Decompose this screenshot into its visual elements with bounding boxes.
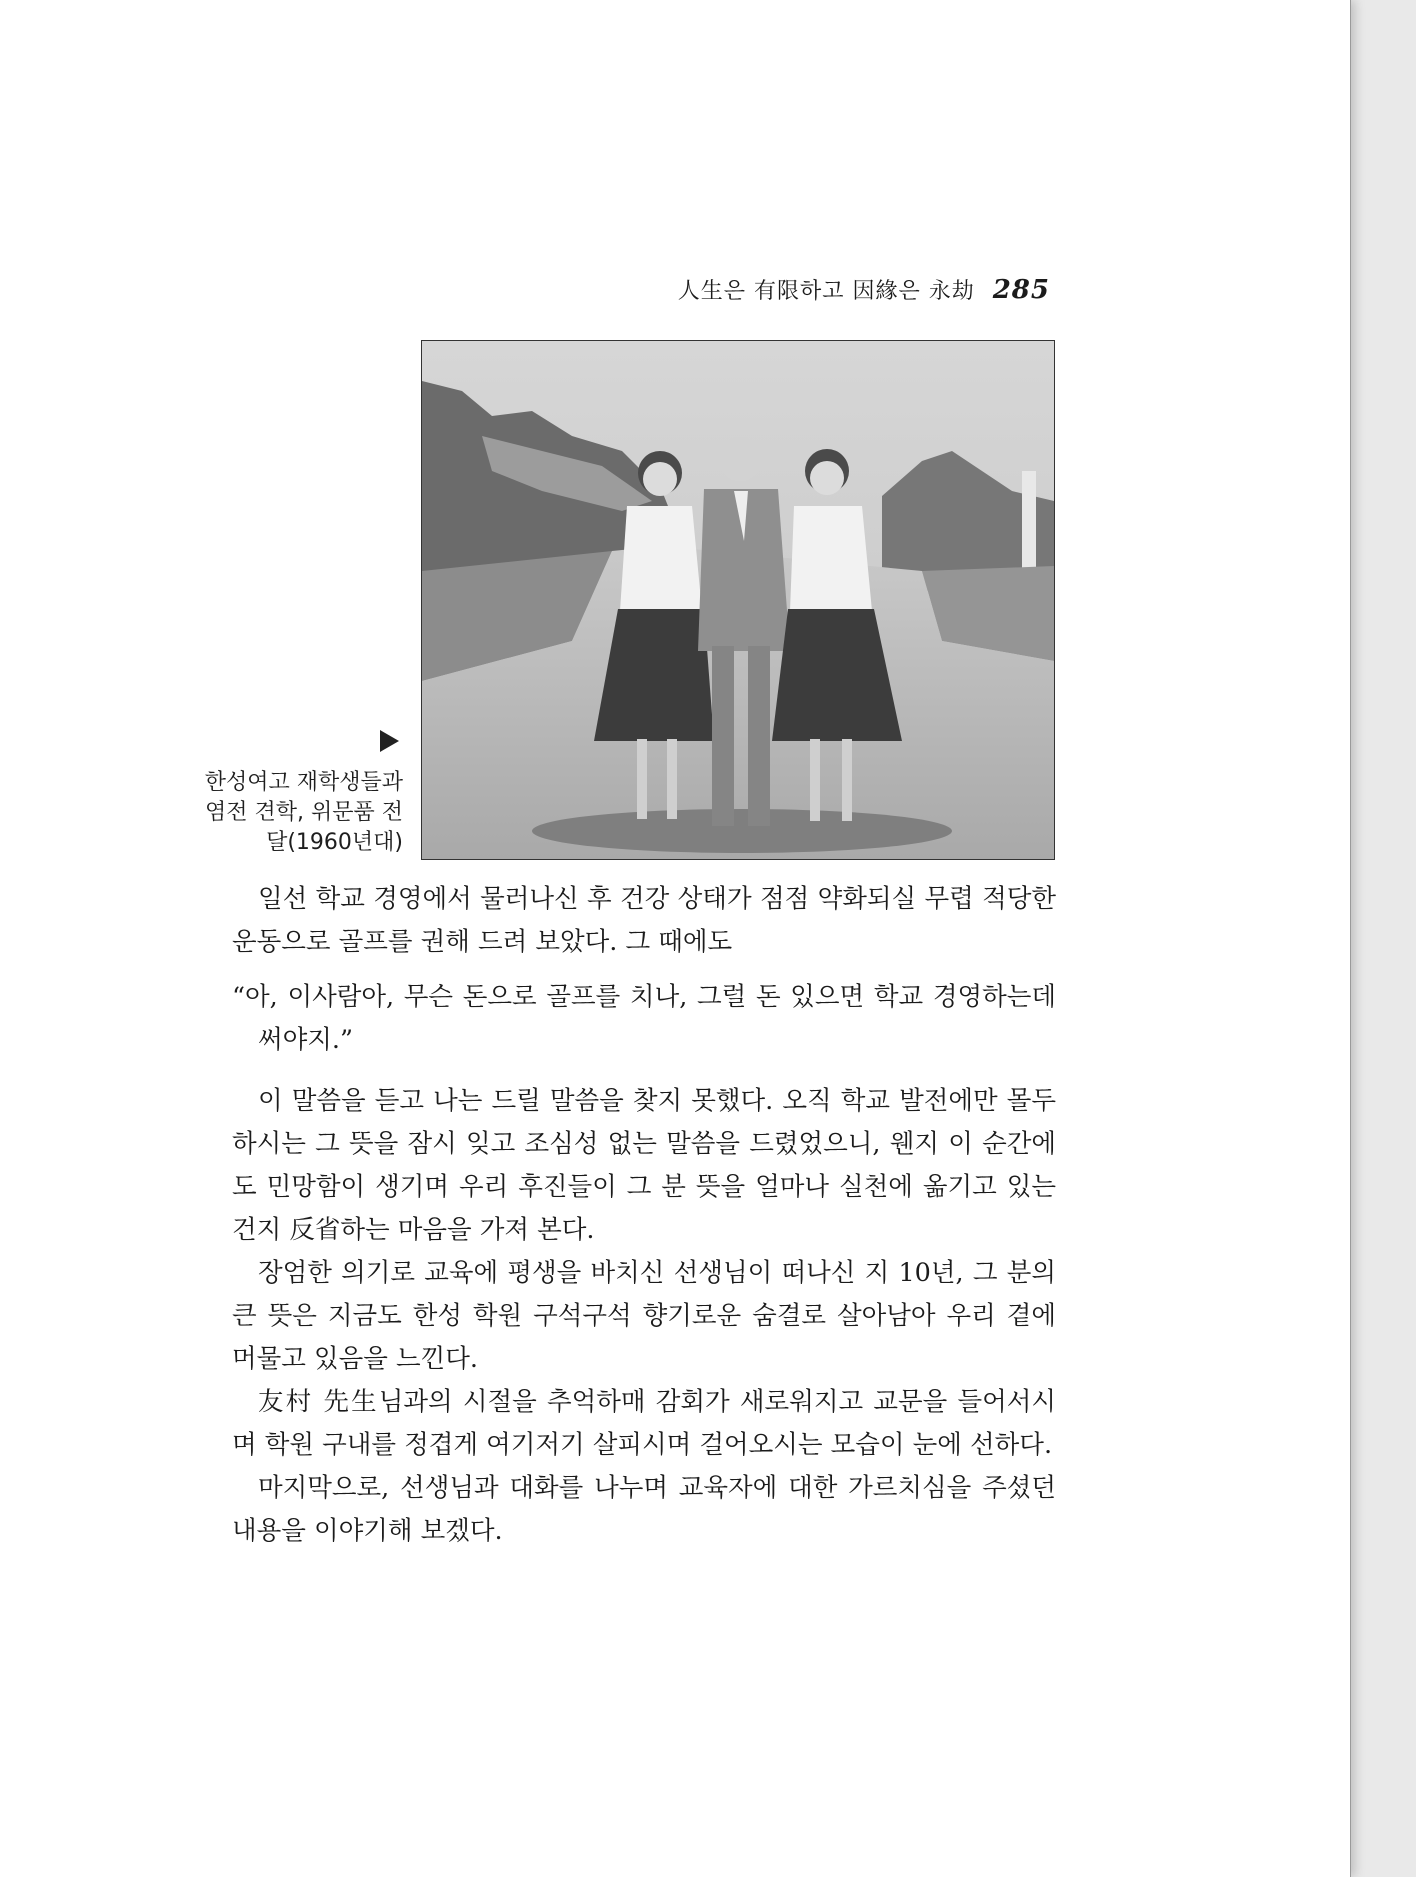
paragraph-1: 일선 학교 경영에서 물러나신 후 건강 상태가 점점 약화되실 무렵 적당한 운동으로 골프를 권해 드려 보았다. 그 때에도	[232, 884, 1056, 957]
photo-illustration	[422, 341, 1054, 859]
body-text	[232, 878, 1056, 1553]
shadow	[532, 809, 952, 853]
page-number: 285	[992, 275, 1050, 305]
running-header	[678, 274, 1050, 305]
photo-caption: 한성여고 재학생들과 염전 견학, 위문품 전달(1960년대)	[204, 770, 403, 855]
paragraph-6: 마지막으로, 선생님과 대화를 나누며 교육자에 대한 가르치심을 주셨던 내용을 이야기해 보겠다.	[232, 1473, 1056, 1546]
quote-paragraph: “아, 이사람아, 무슨 돈으로 골프를 치나, 그럴 돈 있으면 학교 경영하는데 써야지.”	[232, 982, 1056, 1055]
caption-pointer-icon	[380, 730, 399, 752]
paragraph-3: 이 말씀을 듣고 나는 드릴 말씀을 찾지 못했다. 오직 학교 발전에만 몰두하시는 그 뜻을 잠시 잊고 조심성 없는 말씀을 드렸었으니, 웬지 이 순간에도 민망함이 생기며 우리 후진들이 그 분 뜻을 얼마나 실천에 옮기고 있는건지 反省하는 마음을 가져 본다.	[232, 1086, 1056, 1245]
paragraph-4: 장엄한 의기로 교육에 평생을 바치신 선생님이 떠나신 지 10년, 그 분의 큰 뜻은 지금도 한성 학원 구석구석 향기로운 숨결로 살아남아 우리 곁에 머물고 있음을 느낀다.	[232, 1258, 1057, 1374]
paragraph-5: 友村 先生님과의 시절을 추억하매 감회가 새로워지고 교문을 들어서시며 학원 구내를 정겹게 여기저기 살피시며 걸어오시는 모습이 눈에 선하다.	[232, 1387, 1056, 1460]
historical-photo	[421, 340, 1055, 860]
running-title: 人生은 有限하고 因緣은 永劫	[677, 279, 975, 304]
